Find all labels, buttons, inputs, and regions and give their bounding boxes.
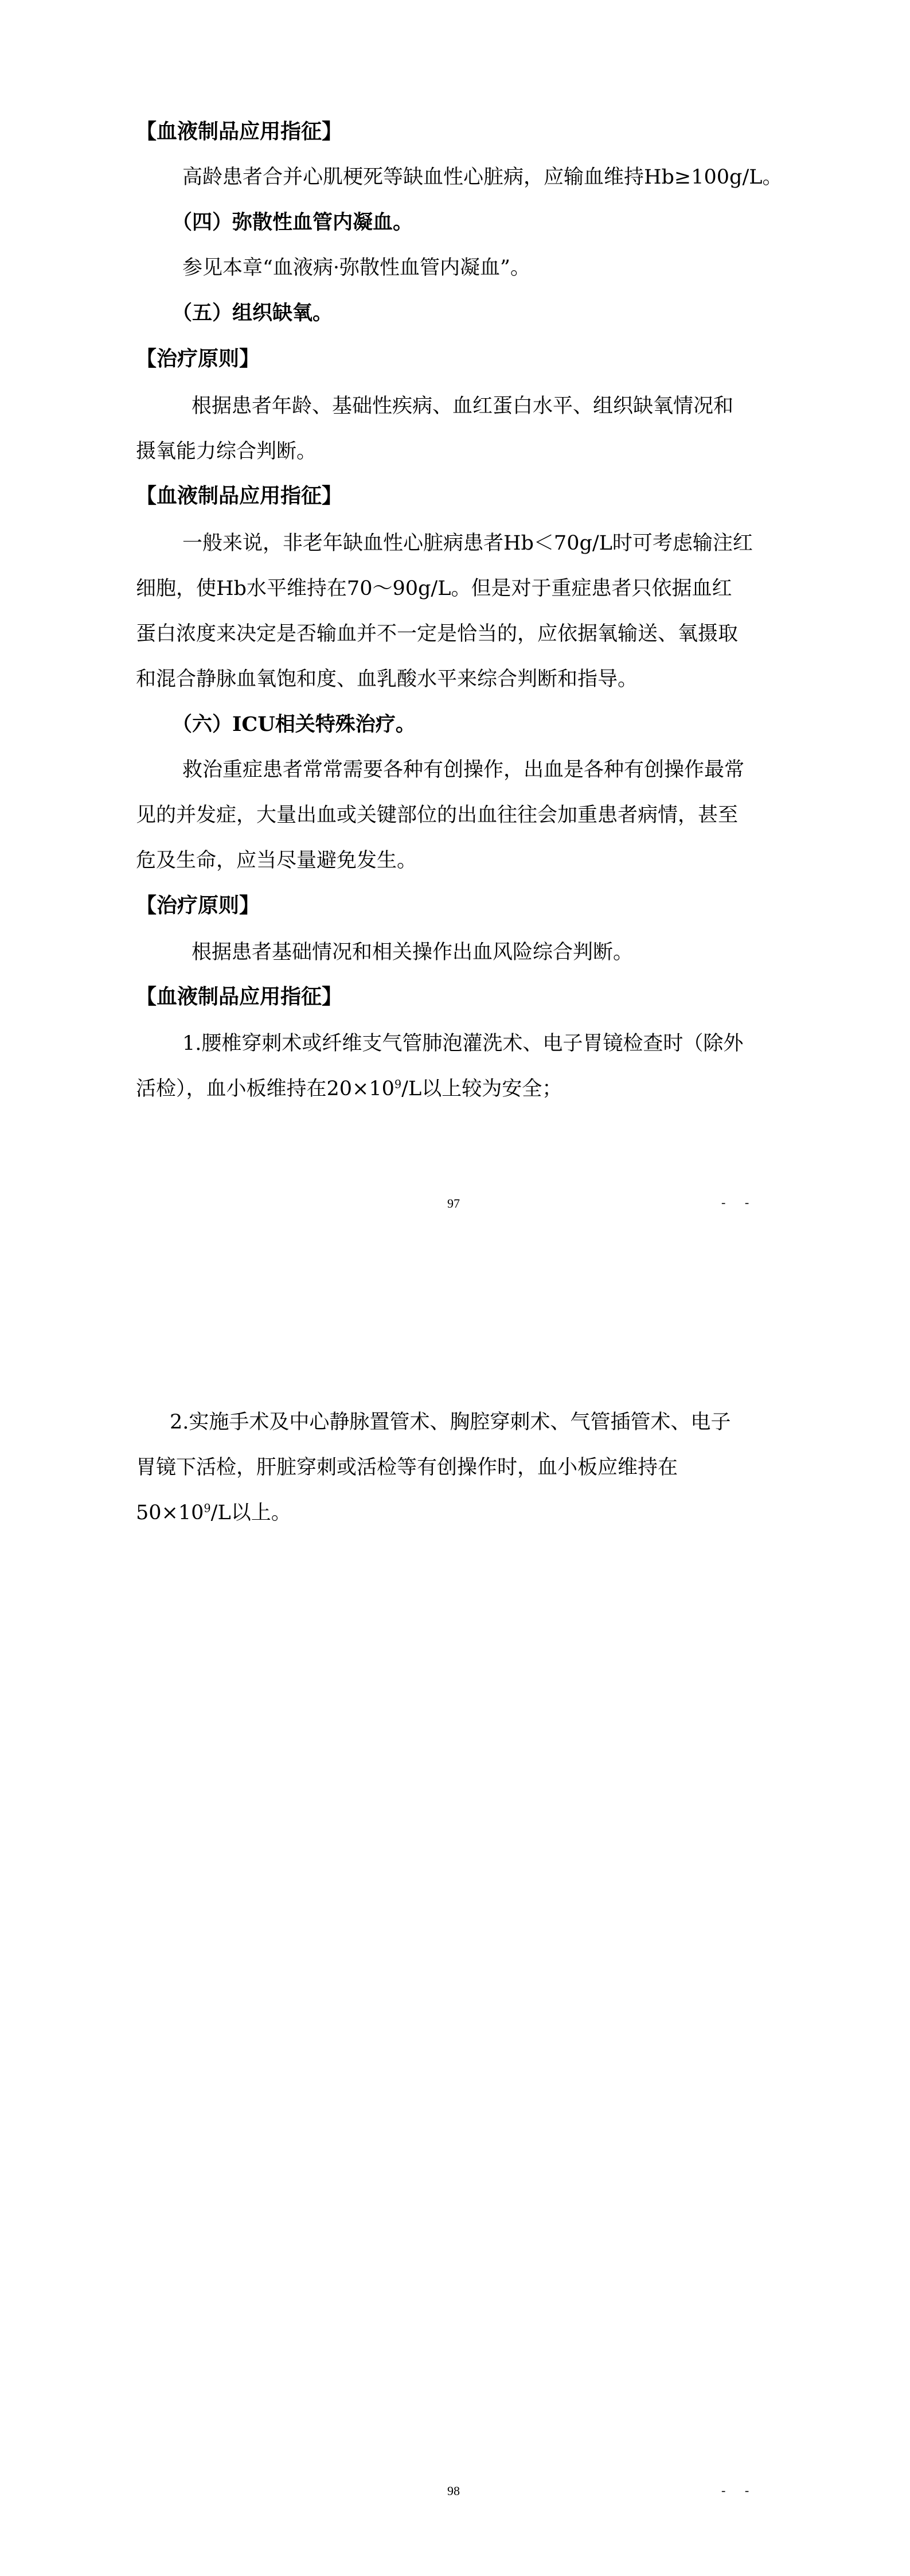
- paragraph-line: 参见本章“血液病·弥散性血管内凝血”。: [182, 256, 530, 279]
- corner-marks: - -: [721, 2483, 757, 2497]
- paragraph-line: 一般来说，非老年缺血性心脏病患者Hb＜70g/L时可考虑输注红: [182, 532, 753, 555]
- paragraph-line: 蛋白浓度来决定是否输血并不一定是恰当的，应依据氧输送、氧摄取: [136, 622, 739, 645]
- paragraph-line: 1.腰椎穿刺术或纤维支气管肺泡灌洗术、电子胃镜检查时（除外: [182, 1032, 744, 1055]
- document-page-98: [0, 1288, 910, 2576]
- subsection-title-dic: （四）弥散性血管内凝血。: [172, 211, 413, 234]
- paragraph-line: 根据患者年龄、基础性疾病、血红蛋白水平、组织缺氧情况和: [192, 395, 734, 418]
- paragraph-line: 胃镜下活检，肝脏穿刺或活检等有创操作时，血小板应维持在: [136, 1456, 678, 1479]
- paragraph-line: [136, 1076, 562, 1102]
- paragraph-line: 摄氧能力综合判断。: [136, 440, 317, 463]
- section-heading-blood-product-indications: 【血液制品应用指征】: [136, 985, 343, 1009]
- paragraph-line: 根据患者基础情况和相关操作出血风险综合判断。: [192, 941, 634, 964]
- paragraph-line: 见的并发症，大量出血或关键部位的出血往往会加重患者病情，甚至: [136, 804, 739, 827]
- text-segment: 活检），血小板维持在20×10: [136, 1077, 395, 1100]
- section-heading-treatment-principle: 【治疗原则】: [136, 894, 260, 917]
- text-segment: /L以上较为安全；: [401, 1077, 563, 1100]
- corner-marks: - -: [721, 1195, 757, 1209]
- paragraph-line: [136, 1500, 291, 1526]
- paragraph-line: 危及生命，应当尽量避免发生。: [136, 849, 417, 872]
- section-heading-blood-product-indications: 【血液制品应用指征】: [136, 484, 343, 508]
- paragraph-line: 2.实施手术及中心静脉置管术、胸腔穿刺术、气管插管术、电子: [170, 1411, 731, 1434]
- section-heading-blood-product-indications: 【血液制品应用指征】: [136, 120, 343, 143]
- page-number: 97: [447, 1196, 460, 1211]
- paragraph-line: 和混合静脉血氧饱和度、血乳酸水平来综合判断和指导。: [136, 668, 638, 691]
- subsection-title-tissue-hypoxia: （五）组织缺氧。: [172, 301, 333, 325]
- paragraph-line: 高龄患者合并心肌梗死等缺血性心脏病，应输血维持Hb≥100g/L。: [182, 166, 783, 189]
- text-segment: 50×10: [136, 1501, 204, 1524]
- subsection-title-icu-treatment: （六）ICU相关特殊治疗。: [172, 713, 416, 736]
- page-number: 98: [447, 2484, 460, 2498]
- superscript-exponent: 9: [204, 1501, 211, 1515]
- paragraph-line: 救治重症患者常常需要各种有创操作，出血是各种有创操作最常: [182, 758, 745, 781]
- superscript-exponent: 9: [394, 1077, 402, 1091]
- paragraph-line: 细胞，使Hb水平维持在70～90g/L。但是对于重症患者只依据血红: [136, 577, 732, 600]
- section-heading-treatment-principle: 【治疗原则】: [136, 347, 260, 371]
- text-segment: /L以上。: [210, 1501, 291, 1524]
